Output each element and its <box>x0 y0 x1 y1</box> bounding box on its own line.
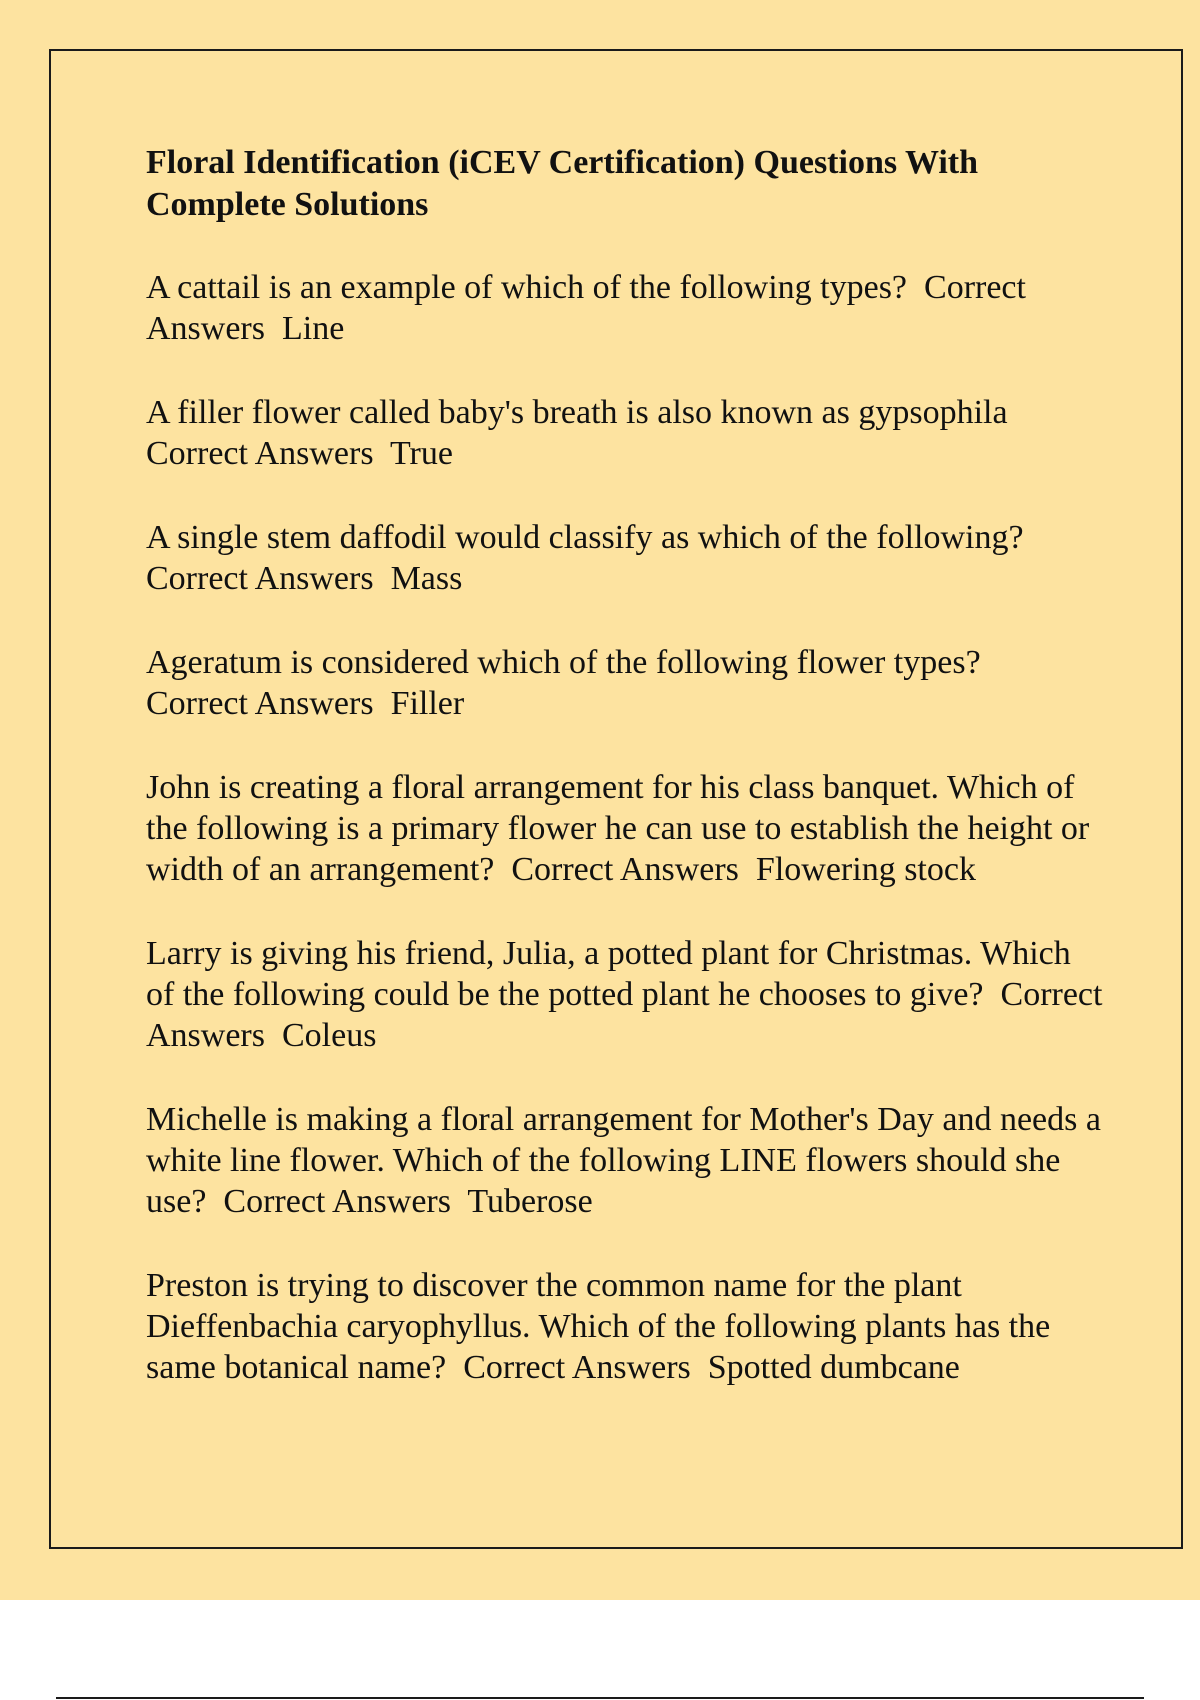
answer-text: Spotted dumbcane <box>707 1349 960 1386</box>
question-text: Michelle is making a floral arrangement for Mother's Day and needs a white line flower. Which of the following LINE flowers should she use? <box>146 1101 1110 1220</box>
qa-item <box>146 1099 1110 1222</box>
answer-text: Tuberose <box>467 1183 593 1220</box>
footer-divider <box>56 1697 1144 1699</box>
answer-label: Correct Answers <box>511 851 739 888</box>
answer-label: Correct Answers <box>146 560 374 597</box>
document-body <box>146 142 1110 1431</box>
answer-label: Correct Answers <box>146 269 1033 347</box>
question-text: John is creating a floral arrangement for his class banquet. Which of the following is a primary flower he can use to establish the height or width of an arrangement? <box>146 769 1098 888</box>
qa-item <box>146 933 1110 1056</box>
answer-text: Line <box>281 310 345 347</box>
qa-item <box>146 1265 1106 1388</box>
answer-label: Correct Answers <box>146 685 374 722</box>
answer-text: True <box>389 435 453 472</box>
answer-label: Correct Answers <box>146 435 374 472</box>
qa-item <box>146 767 1106 890</box>
answer-text: Coleus <box>281 1017 377 1054</box>
answer-text: Flowering stock <box>755 851 976 888</box>
qa-item <box>146 517 1106 599</box>
qa-item <box>146 642 1106 724</box>
answer-label: Correct Answers <box>463 1349 691 1386</box>
question-text: A filler flower called baby's breath is also known as gypsophila <box>146 394 1008 431</box>
answer-text: Mass <box>390 560 463 597</box>
answer-label: Correct Answers <box>146 976 1110 1054</box>
answer-text: Filler <box>390 685 465 722</box>
question-text: Larry is giving his friend, Julia, a potted plant for Christmas. Which of the following could be the potted plant he chooses to give? <box>146 935 1080 1013</box>
document-title: Floral Identification (iCEV Certification) Questions With Complete Solutions <box>146 144 979 223</box>
answer-label: Correct Answers <box>223 1183 451 1220</box>
question-text: Ageratum is considered which of the following flower types? <box>146 644 981 681</box>
qa-item <box>146 392 1106 474</box>
question-text: A cattail is an example of which of the following types? <box>146 269 908 306</box>
qa-item <box>146 267 1106 349</box>
question-text: A single stem daffodil would classify as which of the following? <box>146 519 1024 556</box>
question-text: Preston is trying to discover the common name for the plant Dieffenbachia caryophyllus. Which of the following plants has the same botanical name? <box>146 1267 1059 1386</box>
